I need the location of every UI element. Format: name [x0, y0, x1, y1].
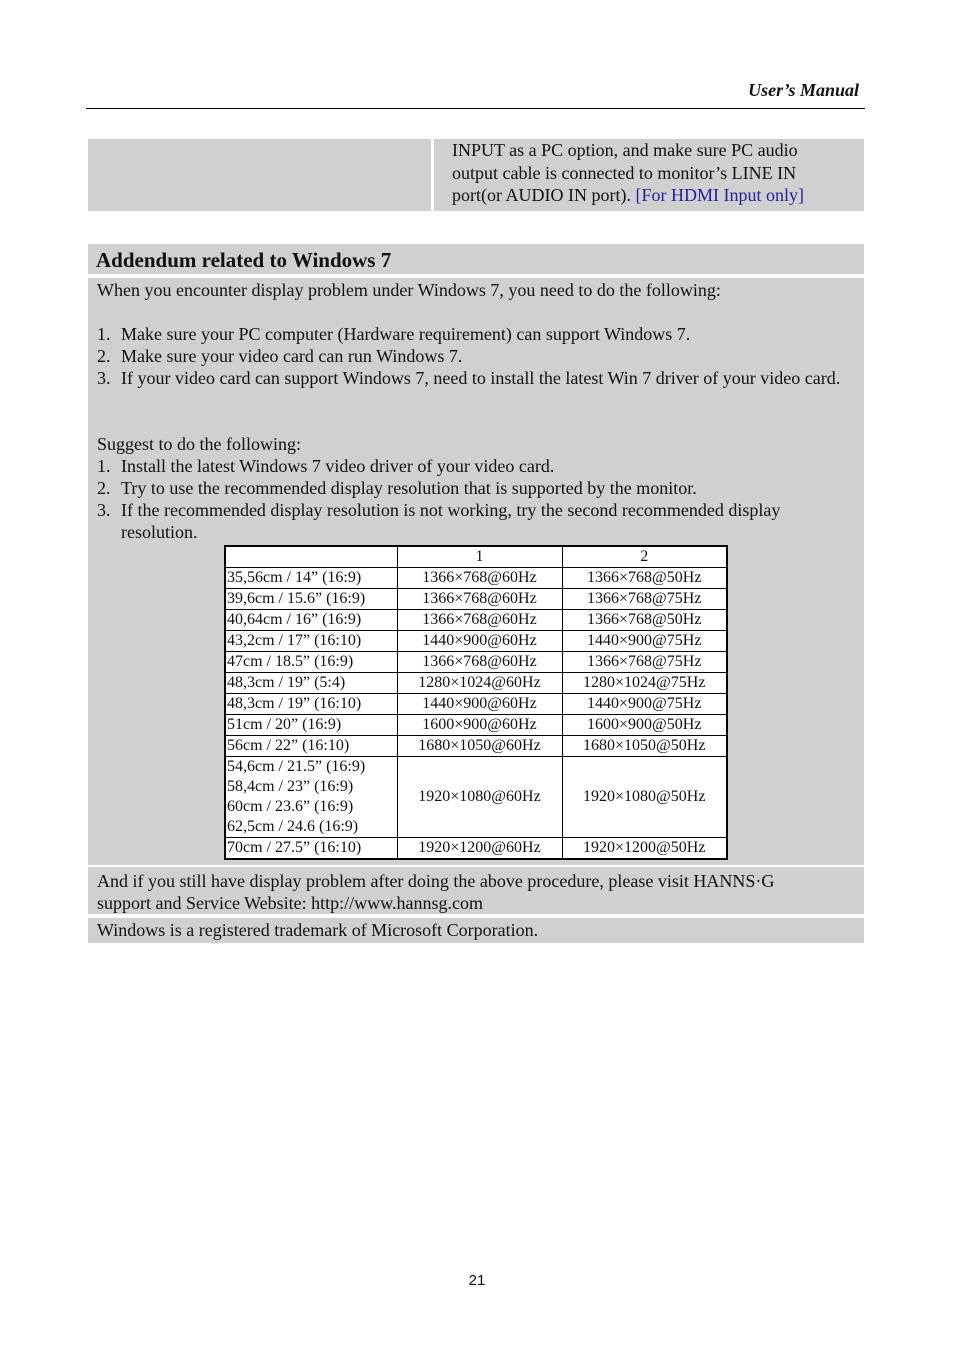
resolution-2-cell: 1920×1200@50Hz [562, 838, 727, 860]
list-item-number: 1. [97, 456, 111, 476]
table-row [225, 673, 727, 694]
list-item-number: 2. [97, 478, 111, 498]
resolution-1-cell: 1366×768@60Hz [397, 610, 562, 631]
resolution-2-cell: 1920×1080@50Hz [562, 757, 727, 838]
table-row [225, 568, 727, 589]
list-item-text: If the recommended display resolution is not working, try the second recommended display resolution. [121, 500, 781, 542]
list-item-number: 3. [97, 500, 111, 520]
closing-note [88, 867, 864, 914]
size-text: 35,56cm / 14” (16:9) [227, 569, 362, 586]
list-item-number: 2. [97, 346, 111, 366]
top-box-line1: INPUT as a PC option, and make sure PC audio [452, 140, 798, 160]
size-cell [225, 652, 397, 673]
header-title: User’s Manual [748, 80, 859, 100]
resolution-1-cell: 1366×768@60Hz [397, 589, 562, 610]
top-box-line2: output cable is connected to monitor’s LINE IN [452, 162, 797, 183]
resolution-1-cell: 1440×900@60Hz [397, 694, 562, 715]
table-header-cell: 2 [562, 546, 727, 568]
size-cell [225, 631, 397, 652]
suggestions-list [97, 455, 857, 543]
resolution-2-cell: 1366×768@50Hz [562, 610, 727, 631]
list-item-text: Make sure your PC computer (Hardware requirement) can support Windows 7. [121, 324, 691, 344]
resolution-2-cell: 1600×900@50Hz [562, 715, 727, 736]
size-text: 40,64cm / 16” (16:9) [227, 611, 362, 628]
resolution-2-cell: 1680×1050@50Hz [562, 736, 727, 757]
table-row [225, 631, 727, 652]
page-number: 21 [468, 1272, 486, 1289]
resolution-1-cell: 1366×768@60Hz [397, 568, 562, 589]
size-cell [225, 673, 397, 694]
top-box-right [434, 139, 864, 211]
addendum-title: Addendum related to Windows 7 [88, 244, 864, 274]
top-box-line3-text: port(or AUDIO IN port). [452, 185, 631, 205]
table-header-cell: 1 [397, 546, 562, 568]
size-text: 62,5cm / 24.6 (16:9) [227, 818, 359, 835]
size-text: 43,2cm / 17” (16:10) [227, 632, 362, 649]
size-text: 56cm / 22” (16:10) [227, 737, 350, 754]
list-item-number: 3. [97, 368, 111, 388]
suggest-label: Suggest to do the following: [97, 434, 301, 454]
list-item-number: 1. [97, 324, 111, 344]
size-text: 48,3cm / 19” (16:10) [227, 695, 362, 712]
resolution-1-cell: 1680×1050@60Hz [397, 736, 562, 757]
list-item [97, 499, 857, 543]
list-item-text: Try to use the recommended display resolution that is supported by the monitor. [121, 478, 697, 498]
list-item [97, 345, 857, 367]
top-box-line3 [452, 184, 864, 207]
list-item [97, 477, 857, 499]
size-text: 47cm / 18.5” (16:9) [227, 653, 354, 670]
table-row [225, 715, 727, 736]
list-item [97, 323, 857, 345]
table-row [225, 694, 727, 715]
size-cell [225, 838, 397, 860]
resolution-2-cell: 1440×900@75Hz [562, 631, 727, 652]
table-row [225, 736, 727, 757]
hdmi-note-link: [For HDMI Input only] [635, 185, 804, 205]
size-text: 60cm / 23.6” (16:9) [227, 798, 354, 815]
top-box-left [88, 139, 431, 211]
addendum-intro: When you encounter display problem under Windows 7, you need to do the following: [97, 280, 721, 300]
table-row [225, 838, 727, 860]
resolution-1-cell: 1920×1080@60Hz [397, 757, 562, 838]
resolution-1-cell: 1440×900@60Hz [397, 631, 562, 652]
list-item-text: Make sure your video card can run Windows 7. [121, 346, 463, 366]
size-cell [225, 757, 397, 838]
resolution-2-cell: 1280×1024@75Hz [562, 673, 727, 694]
size-text: 54,6cm / 21.5” (16:9) [227, 758, 366, 775]
size-cell [225, 694, 397, 715]
table-header-row [225, 546, 727, 568]
trademark-note: Windows is a registered trademark of Microsoft Corporation. [88, 918, 864, 943]
table-header-cell [225, 546, 397, 568]
closing-line2: support and Service Website: http://www.hannsg.com [97, 893, 483, 913]
requirements-list [97, 323, 857, 389]
resolution-1-cell: 1366×768@60Hz [397, 652, 562, 673]
resolution-2-cell: 1440×900@75Hz [562, 694, 727, 715]
resolution-table [224, 545, 728, 860]
list-item [97, 455, 857, 477]
size-cell [225, 610, 397, 631]
list-item [97, 367, 857, 389]
resolution-2-cell: 1366×768@75Hz [562, 652, 727, 673]
resolution-2-cell: 1366×768@50Hz [562, 568, 727, 589]
closing-line1: And if you still have display problem after doing the above procedure, please visit HANNS·G [97, 871, 775, 891]
size-cell [225, 715, 397, 736]
size-cell [225, 589, 397, 610]
addendum-body [88, 278, 864, 865]
size-text: 58,4cm / 23” (16:9) [227, 778, 354, 795]
list-item-text: If your video card can support Windows 7, need to install the latest Win 7 driver of your video card. [121, 368, 841, 388]
size-text: 39,6cm / 15.6” (16:9) [227, 590, 366, 607]
size-cell [225, 568, 397, 589]
table-row [225, 589, 727, 610]
size-text: 70cm / 27.5” (16:10) [227, 839, 362, 856]
size-text: 51cm / 20” (16:9) [227, 716, 342, 733]
resolution-1-cell: 1280×1024@60Hz [397, 673, 562, 694]
resolution-2-cell: 1366×768@75Hz [562, 589, 727, 610]
resolution-1-cell: 1600×900@60Hz [397, 715, 562, 736]
resolution-1-cell: 1920×1200@60Hz [397, 838, 562, 860]
size-cell [225, 736, 397, 757]
table-row [225, 652, 727, 673]
list-item-text: Install the latest Windows 7 video driver of your video card. [121, 456, 555, 476]
size-text: 48,3cm / 19” (5:4) [227, 674, 346, 691]
header-rule [86, 108, 865, 109]
table-row [225, 757, 727, 838]
table-row [225, 610, 727, 631]
